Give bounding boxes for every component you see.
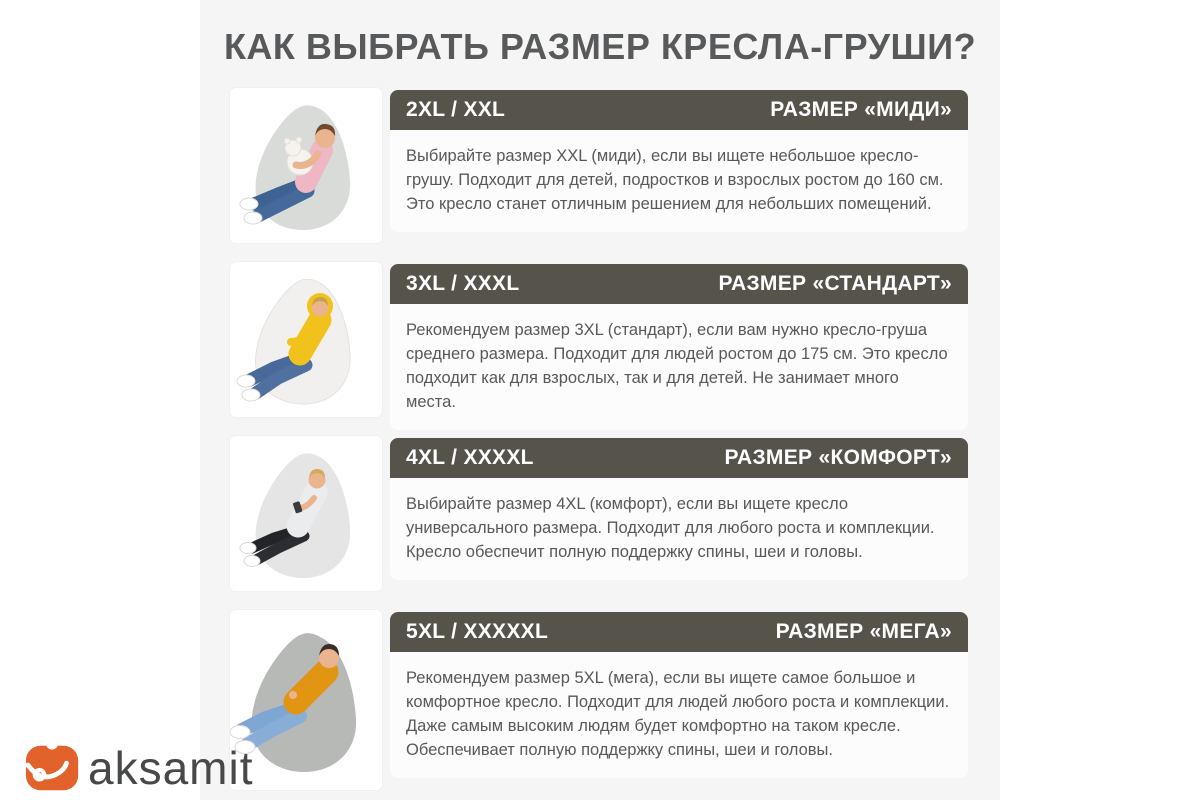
size-name-label: РАЗМЕР «КОМФОРТ» xyxy=(724,446,952,469)
size-name-label: РАЗМЕР «МИДИ» xyxy=(770,98,952,121)
size-name-label: РАЗМЕР «СТАНДАРТ» xyxy=(718,272,952,295)
size-code-label: 3XL / XXXL xyxy=(406,272,520,295)
girl-with-teddy-illustration xyxy=(230,88,382,243)
size-code-label: 4XL / XXXXL xyxy=(406,446,534,469)
size-code-label: 5XL / XXXXXL xyxy=(406,620,549,643)
size-description: Рекомендуем размер 3XL (стандарт), если вам нужно кресло-груша среднего размера. Подходит для людей ростом до 175 см. Это кресло подходит как для взрослых, так и для детей. Не занимает много места. xyxy=(390,304,968,430)
size-bar xyxy=(390,90,968,130)
size-code-label: 2XL / XXL xyxy=(406,98,506,121)
size-bar xyxy=(390,612,968,652)
size-bar xyxy=(390,264,968,304)
photo-card-3xl xyxy=(230,262,382,417)
photo-card-2xl xyxy=(230,88,382,243)
page-title: КАК ВЫБРАТЬ РАЗМЕР КРЕСЛА-ГРУШИ? xyxy=(223,26,977,67)
size-description: Выбирайте размер 4XL (комфорт), если вы ищете кресло универсального размера. Подходит для любого роста и комплекции. Кресло обеспечит полную поддержку спины, шеи и головы. xyxy=(390,478,968,580)
size-bar xyxy=(390,438,968,478)
infographic-panel xyxy=(200,0,1000,800)
woman-gray-jacket-illustration xyxy=(230,436,382,591)
size-description: Рекомендуем размер 5XL (мега), если вы ищете самое большое и комфортное кресло. Подходит для людей любого роста и комплекции. Даже самым высоким людям будет комфортно на таком кресле. Обеспечивает полную поддержку спины, шеи и головы. xyxy=(390,652,968,778)
brand-logo xyxy=(24,742,253,794)
woman-yellow-hoodie-illustration xyxy=(230,262,382,417)
photo-card-4xl xyxy=(230,436,382,591)
brand-name: aksamit xyxy=(88,742,254,794)
size-name-label: РАЗМЕР «МЕГА» xyxy=(775,620,952,643)
beanbag-logo-icon xyxy=(24,742,82,794)
size-description: Выбирайте размер XXL (миди), если вы ищете небольшое кресло-грушу. Подходит для детей, подростков и взрослых ростом до 160 см. Это кресло станет отличным решением для небольших помещений. xyxy=(390,130,968,232)
